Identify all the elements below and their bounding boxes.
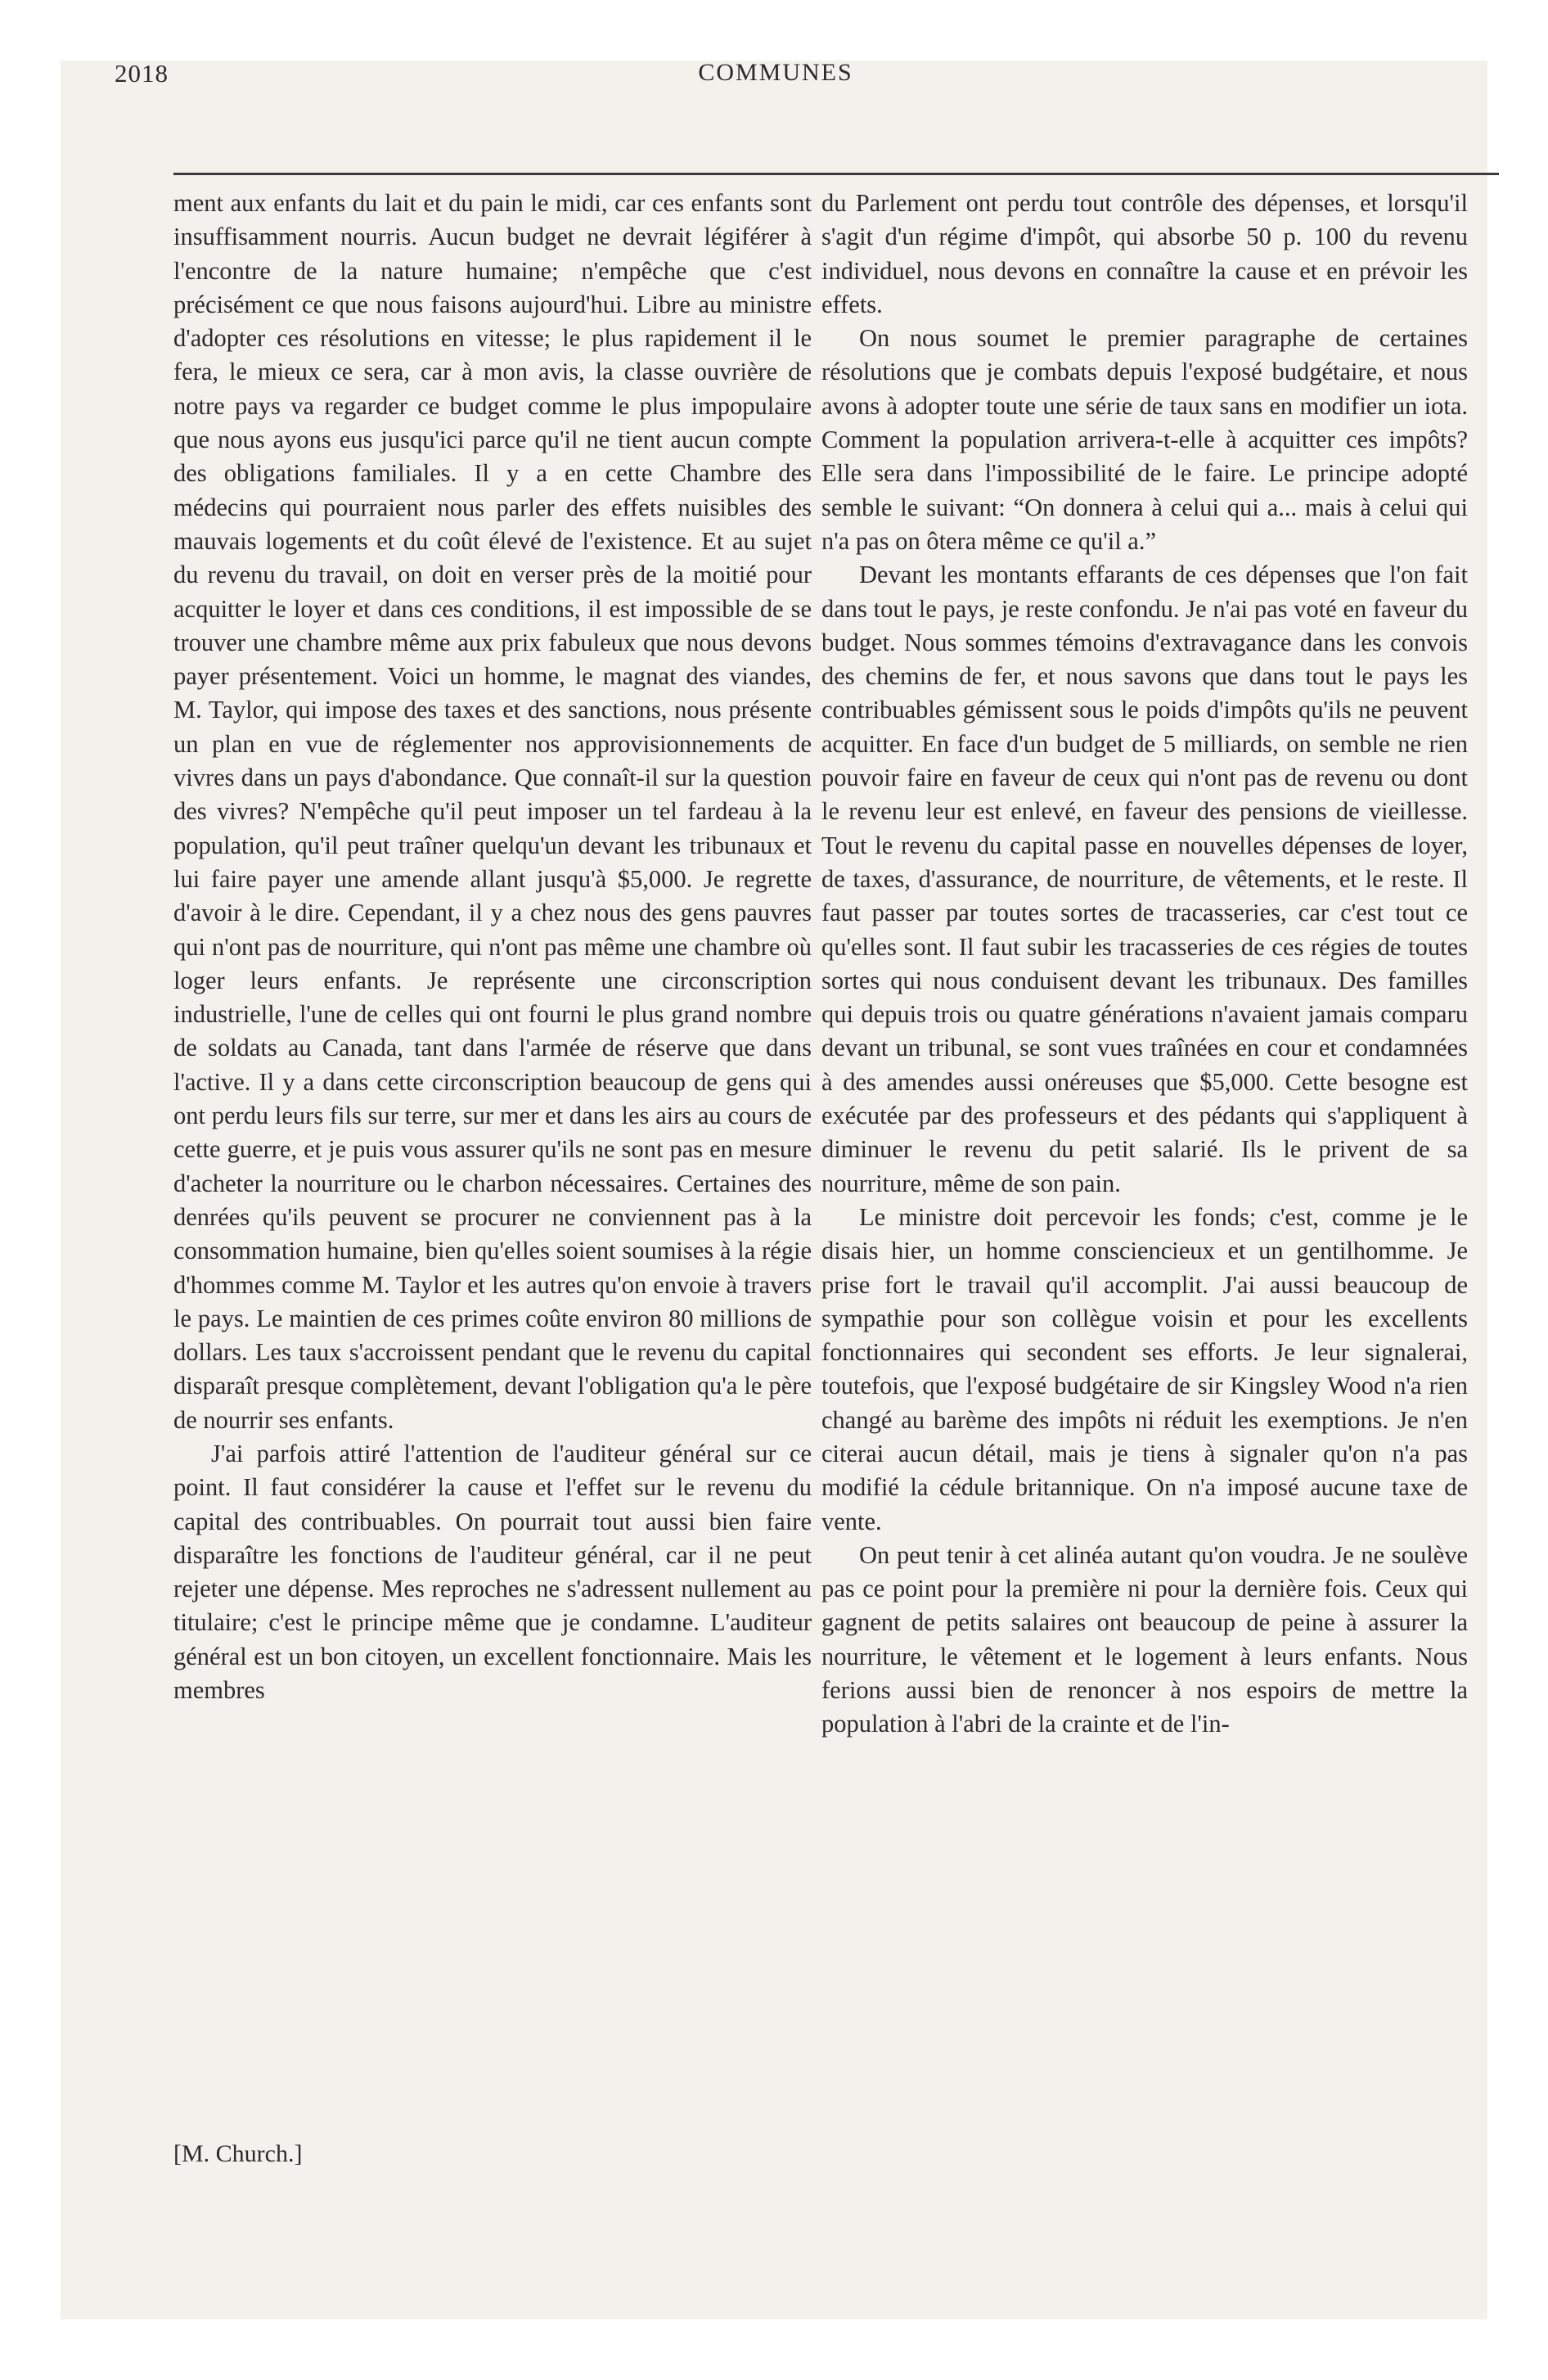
paragraph: On peut tenir à cet alinéa autant qu'on voudra. Je ne soulève pas ce point pour la première ni pour la dernière fois. Ceux qui gagnent de petits salaires ont beaucoup de peine à assurer la nourriture, le vêtement et le logement à leurs enfants. Nous ferions aussi bien de renoncer à nos espoirs de mettre la population à l'abri de la crainte et de l'in-: [821, 1540, 1468, 1738]
page-number: 2018: [115, 59, 169, 88]
right-column: [821, 187, 1468, 1742]
paragraph: Le ministre doit percevoir les fonds; c'est, comme je le disais hier, un homme consciencieux et un gentilhomme. Je prise fort le travail qu'il accomplit. J'ai aussi beaucoup de sympathie pour son collègue voisin et pour les excellents fonctionnaires qui secondent ses efforts. Je leur signalerai, toutefois, que l'exposé budgétaire de sir Kingsley Wood n'a rien changé au barème des impôts ni réduit les exemptions. Je n'en citerai aucun détail, mais je tiens à signaler qu'on n'a pas modifié la cédule britannique. On n'a imposé aucune taxe de vente.: [821, 1202, 1468, 1535]
paragraph: du Parlement ont perdu tout contrôle des dépenses, et lorsqu'il s'agit d'un régime d'impôt, qui absorbe 50 p. 100 du revenu individuel, nous devons en connaître la cause et en prévoir les effets.: [821, 189, 1468, 318]
header-rule: [173, 173, 1499, 175]
paragraph: J'ai parfois attiré l'attention de l'auditeur général sur ce point. Il faut considérer la cause et l'effet sur le revenu du capital des contribuables. On pourrait tout aussi bien faire disparaître les fonctions de l'auditeur général, car il ne peut rejeter une dépense. Mes reproches ne s'adressent nullement au titulaire; c'est le principe même que je condamne. L'auditeur général est un bon citoyen, un excellent fonctionnaire. Mais les membres: [173, 1439, 812, 1705]
page-header: [115, 59, 1437, 92]
paragraph: On nous soumet le premier paragraphe de certaines résolutions que je combats depuis l'exposé budgétaire, et nous avons à adopter toute une série de taux sans en modifier un iota. Comment la population arrivera-t-elle à acquitter ces impôts? Elle sera dans l'impossibilité de le faire. Le principe adopté semble le suivant: “On donnera à celui qui a... mais à celui qui n'a pas on ôtera même ce qu'il a.”: [821, 324, 1468, 555]
running-head: COMMUNES: [698, 59, 853, 86]
paragraph: ment aux enfants du lait et du pain le midi, car ces enfants sont insuffisamment nourris. Aucun budget ne devrait légiférer à l'encontre de la nature humaine; n'empêche que c'est précisément ce que nous faisons aujourd'hui. Libre au ministre d'adopter ces résolutions en vitesse; le plus rapidement il le fera, le mieux ce sera, car à mon avis, la classe ouvrière de notre pays va regarder ce budget comme le plus impopulaire que nous ayons eus jusqu'ici parce qu'il ne tient aucun compte des obligations familiales. Il y a en cette Chambre des médecins qui pourraient nous parler des effets nuisibles des mauvais logements et du coût élevé de l'existence. Et au sujet du revenu du travail, on doit en verser près de la moitié pour acquitter le loyer et dans ces conditions, il est impossible de se trouver une chambre même aux prix fabuleux que nous devons payer présentement. Voici un homme, le magnat des viandes, M. Taylor, qui impose des taxes et des sanctions, nous présente un plan en vue de réglementer nos approvisionnements de vivres dans un pays d'abondance. Que connaît-il sur la question des vivres? N'empêche qu'il peut imposer un tel fardeau à la population, qu'il peut traîner quelqu'un devant les tribunaux et lui faire payer une amende allant jusqu'à $5,000. Je regrette d'avoir à le dire. Cependant, il y a chez nous des gens pauvres qui n'ont pas de nourriture, qui n'ont pas même une chambre où loger leurs enfants. Je représente une circonscription industrielle, l'une de celles qui ont fourni le plus grand nombre de soldats au Canada, tant dans l'armée de réserve que dans l'active. Il y a dans cette circonscription beaucoup de gens qui ont perdu leurs fils sur terre, sur mer et dans les airs au cours de cette guerre, et je puis vous assurer qu'ils ne sont pas en mesure d'acheter la nourriture ou le charbon nécessaires. Certaines des denrées qu'ils peuvent se procurer ne conviennent pas à la consommation humaine, bien qu'elles soient soumises à la régie d'hommes comme M. Taylor et les autres qu'on envoie à travers le pays. Le maintien de ces primes coûte environ 80 millions de dollars. Les taux s'accroissent pendant que le revenu du capital disparaît presque complètement, devant l'obligation qu'a le père de nourrir ses enfants.: [173, 189, 812, 1434]
paragraph: Devant les montants effarants de ces dépenses que l'on fait dans tout le pays, je reste confondu. Je n'ai pas voté en faveur du budget. Nous sommes témoins d'extravagance dans les convois des chemins de fer, et nous savons que dans tout le pays les contribuables gémissent sous le poids d'impôts qu'ils ne peuvent acquitter. En face d'un budget de 5 milliards, on semble ne rien pouvoir faire en faveur de ceux qui n'ont pas de revenu ou dont le revenu leur est enlevé, en faveur des pensions de vieillesse. Tout le revenu du capital passe en nouvelles dépenses de loyer, de taxes, d'assurance, de nourriture, de vêtements, et le reste. Il faut passer par toutes sortes de tracasseries, car c'est tout ce qu'elles sont. Il faut subir les tracasseries de ces régies de toutes sortes qui nous conduisent devant les tribunaux. Des familles qui depuis trois ou quatre générations n'avaient jamais comparu devant un tribunal, se sont vues traînées en cour et condamnées à des amendes aussi onéreuses que $5,000. Cette besogne est exécutée par des professeurs et des pédants qui s'appliquent à diminuer le revenu du petit salarié. Ils le privent de sa nourriture, même de son pain.: [821, 561, 1468, 1197]
speaker-attribution: [M. Church.]: [173, 2140, 303, 2167]
left-column: [173, 187, 812, 1707]
